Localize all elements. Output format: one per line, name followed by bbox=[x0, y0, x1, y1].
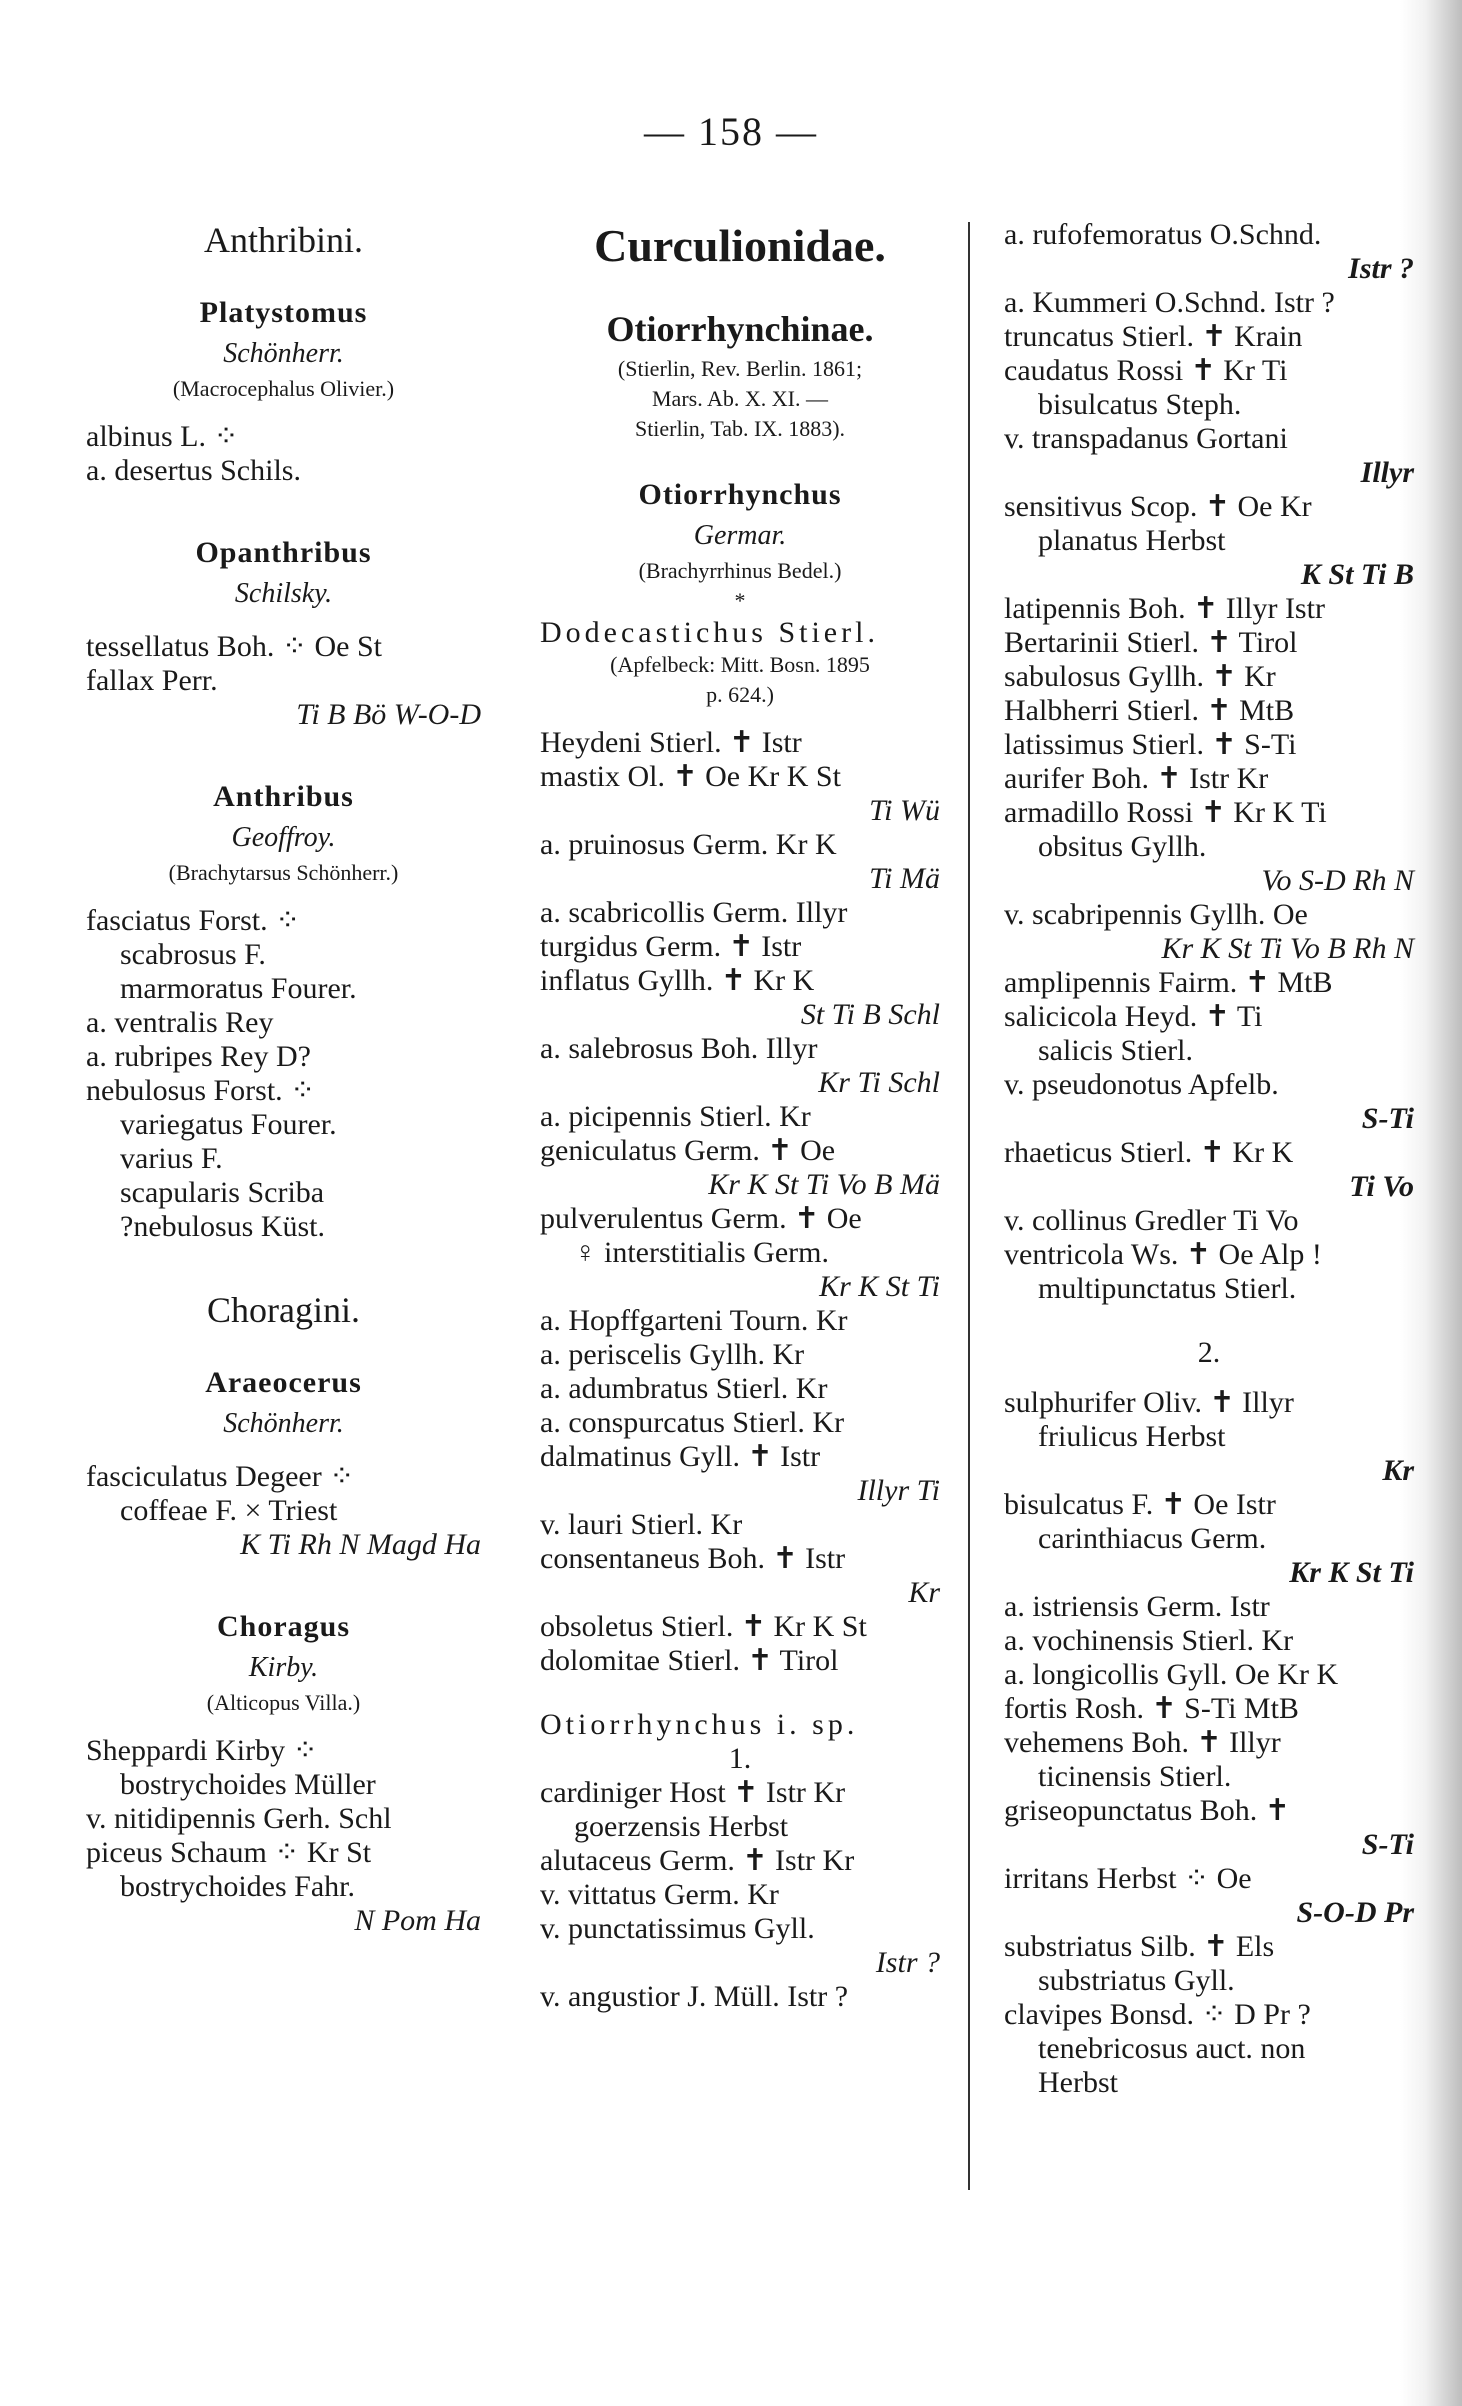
entry-line: a. rufofemoratus O.Schnd. bbox=[1004, 218, 1322, 251]
entry-line: Halbherri Stierl. ✝ MtB bbox=[1004, 694, 1295, 727]
entry-line: substriatus Silb. ✝ Els bbox=[1004, 1930, 1275, 1963]
entry-line: Kr K St Ti Vo B Rh N bbox=[1161, 932, 1414, 965]
entry-line: Vo S-D Rh N bbox=[1261, 864, 1414, 897]
entry-line: piceus Schaum ⁘ Kr St bbox=[86, 1836, 372, 1869]
entry-line: a. ventralis Rey bbox=[86, 1006, 274, 1039]
note-line: (Apfelbeck: Mitt. Bosn. 1895 bbox=[610, 652, 870, 677]
entry-line: bisulcatus Steph. bbox=[1038, 388, 1242, 421]
species-list bbox=[1004, 1386, 1414, 2100]
entry-line: a. pruinosus Germ. Kr K bbox=[540, 828, 837, 861]
column-divider bbox=[968, 222, 970, 2190]
entry-line: aurifer Boh. ✝ Istr Kr bbox=[1004, 762, 1269, 795]
entry-line: v. lauri Stierl. Kr bbox=[540, 1508, 743, 1541]
entry-line: v. vittatus Germ. Kr bbox=[540, 1878, 779, 1911]
entry-line: tenebricosus auct. non bbox=[1038, 2032, 1306, 2065]
species-list bbox=[86, 1460, 481, 1562]
entry-line: Ti Mä bbox=[869, 862, 940, 895]
genus-heading: Araeocerus bbox=[205, 1366, 362, 1399]
entry-line: S-Ti bbox=[1361, 1828, 1414, 1861]
entry-line: consentaneus Boh. ✝ Istr bbox=[540, 1542, 846, 1575]
entry-line: Kr bbox=[1382, 1454, 1414, 1487]
entry-line: inflatus Gyllh. ✝ Kr K bbox=[540, 964, 815, 997]
note-line: Stierlin, Tab. IX. 1883). bbox=[634, 416, 846, 441]
entry-line: v. scabripennis Gyllh. Oe bbox=[1004, 898, 1308, 931]
entry-line: varius F. bbox=[120, 1142, 223, 1175]
entry-line: turgidus Germ. ✝ Istr bbox=[540, 930, 802, 963]
species-list bbox=[86, 630, 481, 732]
entry-line: v. punctatissimus Gyll. bbox=[540, 1912, 815, 1945]
entry-line: irritans Herbst ⁘ Oe bbox=[1004, 1862, 1252, 1895]
genus-author: Schilsky. bbox=[234, 578, 333, 609]
entry-line: planatus Herbst bbox=[1038, 524, 1226, 557]
entry-line: cardiniger Host ✝ Istr Kr bbox=[540, 1776, 846, 1809]
entry-line: ticinensis Stierl. bbox=[1038, 1760, 1232, 1793]
entry-line: alutaceus Germ. ✝ Istr Kr bbox=[540, 1844, 855, 1877]
column-left bbox=[86, 218, 481, 1938]
entry-line: dolomitae Stierl. ✝ Tirol bbox=[540, 1644, 839, 1677]
entry-line: Heydeni Stierl. ✝ Istr bbox=[540, 726, 802, 759]
entry-line: goerzensis Herbst bbox=[574, 1810, 789, 1843]
entry-line: rhaeticus Stierl. ✝ Kr K bbox=[1004, 1136, 1294, 1169]
genus-heading: Opanthribus bbox=[195, 536, 372, 569]
entry-line: ?nebulosus Küst. bbox=[120, 1210, 325, 1243]
entry-line: nebulosus Forst. ⁘ bbox=[86, 1074, 316, 1107]
entry-line: Bertarinii Stierl. ✝ Tirol bbox=[1004, 626, 1298, 659]
entry-line: a. vochinensis Stierl. Kr bbox=[1004, 1624, 1294, 1657]
species-list bbox=[1004, 218, 1414, 1306]
entry-line: S-Ti bbox=[1361, 1102, 1414, 1135]
entry-line: salicicola Heyd. ✝ Ti bbox=[1004, 1000, 1263, 1033]
genus-heading: Choragus bbox=[216, 1610, 351, 1643]
entry-line: v. angustior J. Müll. Istr ? bbox=[540, 1980, 849, 2013]
genus-heading: Anthribus bbox=[213, 780, 354, 813]
genus-author: Germar. bbox=[693, 520, 787, 551]
entry-line: Ti Wü bbox=[869, 794, 940, 827]
entry-line: obsoletus Stierl. ✝ Kr K St bbox=[540, 1610, 867, 1643]
entry-line: a. longicollis Gyll. Oe Kr K bbox=[1004, 1658, 1339, 1691]
entry-line: a. salebrosus Boh. Illyr bbox=[540, 1032, 818, 1065]
entry-line: v. transpadanus Gortani bbox=[1004, 422, 1288, 455]
entry-line: caudatus Rossi ✝ Kr Ti bbox=[1004, 354, 1288, 387]
entry-line: K St Ti B bbox=[1300, 558, 1414, 591]
entry-line: fasciculatus Degeer ⁘ bbox=[86, 1460, 355, 1493]
entry-line: v. pseudonotus Apfelb. bbox=[1004, 1068, 1279, 1101]
entry-line: St Ti B Schl bbox=[800, 998, 940, 1031]
genus-synonym: (Brachyrrhinus Bedel.) bbox=[638, 558, 842, 583]
tribe-heading: Anthribini. bbox=[204, 220, 363, 260]
entry-line: marmoratus Fourer. bbox=[120, 972, 357, 1005]
subgenus-heading: Dodecastichus Stierl. bbox=[540, 616, 879, 649]
entry-line: a. conspurcatus Stierl. Kr bbox=[540, 1406, 845, 1439]
tribe-heading: Choragini. bbox=[207, 1290, 360, 1330]
entry-line: Illyr bbox=[1360, 456, 1414, 489]
entry-line: bostrychoides Müller bbox=[120, 1768, 376, 1801]
entry-line: a. picipennis Stierl. Kr bbox=[540, 1100, 811, 1133]
entry-line: scabrosus F. bbox=[120, 938, 266, 971]
genus-author: Schönherr. bbox=[223, 338, 344, 369]
note-line: p. 624.) bbox=[706, 682, 774, 707]
entry-line: a. periscelis Gyllh. Kr bbox=[540, 1338, 805, 1371]
entry-line: Kr K St Ti bbox=[1289, 1556, 1414, 1589]
genus-author: Kirby. bbox=[248, 1652, 319, 1683]
entry-line: a. adumbratus Stierl. Kr bbox=[540, 1372, 828, 1405]
subfamily-heading: Otiorrhynchinae. bbox=[606, 309, 874, 349]
entry-line: S-O-D Pr bbox=[1296, 1896, 1414, 1929]
entry-line: amplipennis Fairm. ✝ MtB bbox=[1004, 966, 1333, 999]
entry-line: dalmatinus Gyll. ✝ Istr bbox=[540, 1440, 821, 1473]
entry-line: salicis Stierl. bbox=[1038, 1034, 1193, 1067]
entry-line: Ti Vo bbox=[1349, 1170, 1414, 1203]
entry-line: multipunctatus Stierl. bbox=[1038, 1272, 1297, 1305]
entry-line: v. nitidipennis Gerh. Schl bbox=[86, 1802, 392, 1835]
note-line: (Stierlin, Rev. Berlin. 1861; bbox=[617, 356, 863, 381]
entry-line: Kr Ti Schl bbox=[818, 1066, 940, 1099]
entry-line: griseopunctatus Boh. ✝ bbox=[1004, 1794, 1290, 1827]
entry-line: Sheppardi Kirby ⁘ bbox=[86, 1734, 318, 1767]
separator-star: * bbox=[734, 588, 746, 613]
entry-line: a. scabricollis Germ. Illyr bbox=[540, 896, 848, 929]
entry-line: substriatus Gyll. bbox=[1038, 1964, 1235, 1997]
entry-line: tessellatus Boh. ⁘ Oe St bbox=[86, 630, 382, 663]
entry-line: armadillo Rossi ✝ Kr K Ti bbox=[1004, 796, 1327, 829]
entry-line: scapularis Scriba bbox=[120, 1176, 325, 1209]
entry-line: K Ti Rh N Magd Ha bbox=[240, 1528, 481, 1561]
subfamily-note bbox=[540, 354, 940, 444]
entry-line: albinus L. ⁘ bbox=[86, 420, 239, 453]
genus-author: Schönherr. bbox=[223, 1408, 344, 1439]
entry-line: Istr ? bbox=[875, 1946, 940, 1979]
genus-heading: Otiorrhynchus bbox=[638, 478, 842, 511]
entry-line: Istr ? bbox=[1348, 252, 1414, 285]
entry-line: a. Hopffgarteni Tourn. Kr bbox=[540, 1304, 848, 1337]
entry-line: friulicus Herbst bbox=[1038, 1420, 1226, 1453]
family-heading: Curculionidae. bbox=[594, 220, 886, 271]
genus-synonym: (Macrocephalus Olivier.) bbox=[172, 376, 395, 401]
group-number: 1. bbox=[728, 1742, 752, 1775]
species-list bbox=[86, 904, 481, 1244]
entry-line: truncatus Stierl. ✝ Krain bbox=[1004, 320, 1303, 353]
subgenus-heading: Otiorrhynchus i. sp. bbox=[540, 1708, 859, 1741]
note-line: Mars. Ab. X. XI. — bbox=[652, 386, 828, 411]
group-number: 2. bbox=[1197, 1336, 1221, 1369]
entry-line: ventricola Ws. ✝ Oe Alp ! bbox=[1004, 1238, 1322, 1271]
entry-line: Kr bbox=[908, 1576, 940, 1609]
column-right bbox=[1004, 218, 1414, 2100]
species-list bbox=[86, 420, 481, 488]
species-list bbox=[540, 1776, 940, 2014]
entry-line: mastix Ol. ✝ Oe Kr K St bbox=[540, 760, 841, 793]
entry-line: Kr K St Ti bbox=[819, 1270, 940, 1303]
entry-line: sabulosus Gyllh. ✝ Kr bbox=[1004, 660, 1276, 693]
entry-line: latipennis Boh. ✝ Illyr Istr bbox=[1004, 592, 1325, 625]
entry-line: a. Kummeri O.Schnd. Istr ? bbox=[1004, 286, 1335, 319]
entry-line: latissimus Stierl. ✝ S-Ti bbox=[1004, 728, 1297, 761]
entry-line: Illyr Ti bbox=[857, 1474, 940, 1507]
genus-heading: Platystomus bbox=[199, 296, 368, 329]
entry-line: bisulcatus F. ✝ Oe Istr bbox=[1004, 1488, 1276, 1521]
entry-line: N Pom Ha bbox=[354, 1904, 481, 1937]
page-number: — 158 — bbox=[644, 109, 818, 154]
subgenus-note bbox=[540, 650, 940, 710]
entry-line: vehemens Boh. ✝ Illyr bbox=[1004, 1726, 1281, 1759]
entry-line: carinthiacus Germ. bbox=[1038, 1522, 1267, 1555]
entry-line: a. rubripes Rey D? bbox=[86, 1040, 311, 1073]
entry-line: ♀ interstitialis Germ. bbox=[574, 1236, 829, 1269]
entry-line: variegatus Fourer. bbox=[120, 1108, 337, 1141]
entry-line: Herbst bbox=[1038, 2066, 1118, 2099]
genus-author: Geoffroy. bbox=[231, 822, 336, 853]
entry-line: v. collinus Gredler Ti Vo bbox=[1004, 1204, 1299, 1237]
entry-line: fallax Perr. bbox=[86, 664, 218, 697]
entry-line: coffeae F. × Triest bbox=[120, 1494, 338, 1527]
entry-line: fasciatus Forst. ⁘ bbox=[86, 904, 301, 937]
genus-synonym: (Brachytarsus Schönherr.) bbox=[168, 860, 399, 885]
entry-line: a. desertus Schils. bbox=[86, 454, 301, 487]
entry-line: obsitus Gyllh. bbox=[1038, 830, 1207, 863]
column-middle bbox=[540, 218, 940, 2014]
entry-line: geniculatus Germ. ✝ Oe bbox=[540, 1134, 836, 1167]
entry-line: bostrychoides Fahr. bbox=[120, 1870, 355, 1903]
entry-line: sensitivus Scop. ✝ Oe Kr bbox=[1004, 490, 1312, 523]
species-list bbox=[540, 726, 940, 1678]
genus-synonym: (Alticopus Villa.) bbox=[206, 1690, 361, 1715]
entry-line: sulphurifer Oliv. ✝ Illyr bbox=[1004, 1386, 1294, 1419]
entry-line: clavipes Bonsd. ⁘ D Pr ? bbox=[1004, 1998, 1311, 2031]
entry-line: pulverulentus Germ. ✝ Oe bbox=[540, 1202, 862, 1235]
entry-line: fortis Rosh. ✝ S-Ti MtB bbox=[1004, 1692, 1299, 1725]
entry-line: a. istriensis Germ. Istr bbox=[1004, 1590, 1270, 1623]
species-list bbox=[86, 1734, 481, 1938]
entry-line: Ti B Bö W-O-D bbox=[296, 698, 481, 731]
entry-line: Kr K St Ti Vo B Mä bbox=[708, 1168, 940, 1201]
